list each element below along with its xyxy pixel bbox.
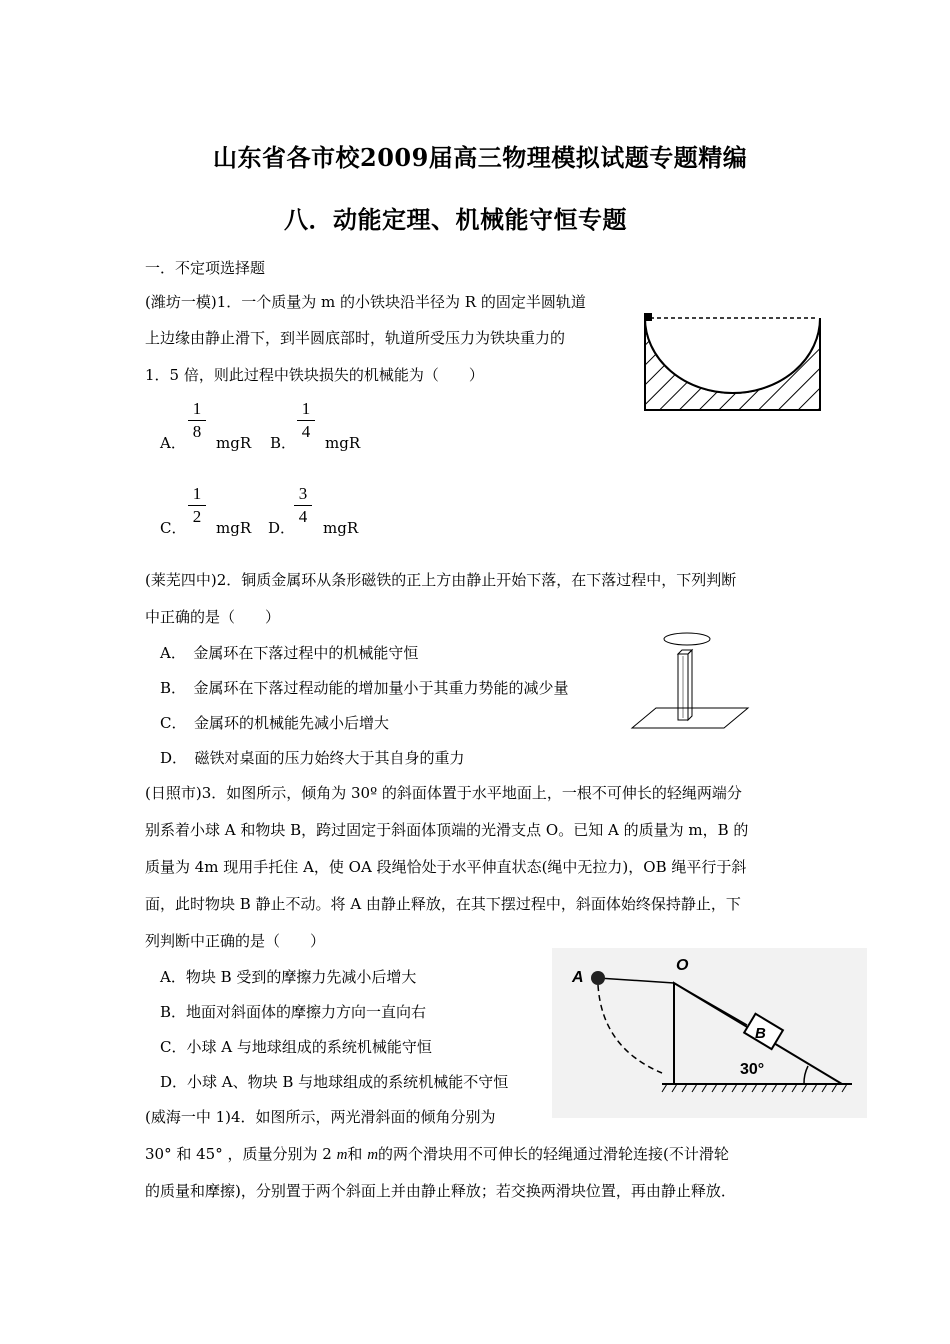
q4-line-3: 的质量和摩擦)，分别置于两个斜面上并由静止释放；若交换两滑块位置，再由静止释放． bbox=[145, 1182, 736, 1200]
q3-line-5: 列判断中正确的是（ ） bbox=[145, 932, 326, 950]
q1-option-d-denominator: 4 bbox=[298, 507, 308, 526]
page-title: 山东省各市校2009届高三物理模拟试题专题精编 bbox=[213, 143, 748, 172]
figure-angle-label: 30° bbox=[740, 1061, 765, 1078]
q2-option-a: A． 金属环在下落过程中的机械能守恒 bbox=[160, 644, 419, 662]
q1-line-2: 上边缘由静止滑下，到半圆底部时，轨道所受压力为铁块重力的 bbox=[145, 329, 566, 347]
q1-option-a-fraction bbox=[188, 400, 206, 441]
q4-line-2-part-b: 和 bbox=[347, 1145, 368, 1163]
q4-line-2 bbox=[145, 1144, 729, 1165]
semicircle-track-figure bbox=[640, 310, 825, 415]
q4-line-1: (威海一中 1)4．如图所示，两光滑斜面的倾角分别为 bbox=[145, 1108, 496, 1126]
q3-line-4: 面，此时物块 B 静止不动。将 A 由静止释放，在其下摆过程中，斜面体始终保持静止，下 bbox=[145, 895, 741, 913]
q1-option-c-letter: C． bbox=[160, 519, 187, 537]
q2-option-c: C． 金属环的机械能先减小后增大 bbox=[160, 714, 389, 732]
q3-option-c: C．小球 A 与地球组成的系统机械能守恒 bbox=[160, 1038, 432, 1056]
q1-line-3: 1．5 倍，则此过程中铁块损失的机械能为（ ） bbox=[145, 366, 484, 384]
q1-option-d-unit: mgR bbox=[323, 519, 359, 537]
q2-line-2: 中正确的是（ ） bbox=[145, 608, 281, 626]
q1-option-c-numerator: 1 bbox=[192, 484, 202, 503]
q1-option-c-denominator: 2 bbox=[192, 507, 202, 526]
q1-option-b-denominator: 4 bbox=[301, 422, 311, 441]
section-heading: 一．不定项选择题 bbox=[145, 259, 266, 277]
q1-option-d-fraction bbox=[294, 485, 312, 526]
figure-label-a: A bbox=[572, 969, 584, 986]
figure-label-o: O bbox=[676, 957, 689, 974]
q2-option-b: B． 金属环在下落过程动能的增加量小于其重力势能的减少量 bbox=[160, 679, 569, 697]
q4-line-2-part-a: 30° 和 45° ，质量分别为 2 bbox=[145, 1145, 337, 1163]
q2-option-d: D． 磁铁对桌面的压力始终大于其自身的重力 bbox=[160, 749, 465, 767]
q1-option-d-numerator: 3 bbox=[298, 484, 308, 503]
q3-option-b: B．地面对斜面体的摩擦力方向一直向右 bbox=[160, 1003, 427, 1021]
magnet-ring-figure bbox=[630, 628, 750, 733]
q1-option-c-fraction bbox=[188, 485, 206, 526]
q1-option-a-unit: mgR bbox=[216, 434, 252, 452]
q3-line-1: (日照市)3．如图所示，倾角为 30º 的斜面体置于水平地面上，一根不可伸长的轻绳两端分 bbox=[145, 784, 742, 802]
q1-option-d-letter: D． bbox=[268, 519, 296, 537]
q1-option-a-denominator: 8 bbox=[192, 422, 202, 441]
q1-option-b-unit: mgR bbox=[325, 434, 361, 452]
q4-mass-symbol-2: m bbox=[367, 1147, 379, 1163]
q3-option-d: D．小球 A、物块 B 与地球组成的系统机械能不守恒 bbox=[160, 1073, 509, 1091]
q4-mass-symbol-1: m bbox=[336, 1147, 348, 1163]
figure-label-b: B bbox=[755, 1025, 766, 1042]
q1-option-a-letter: A． bbox=[160, 434, 186, 452]
q1-option-c-unit: mgR bbox=[216, 519, 252, 537]
q3-line-3: 质量为 4m 现用手托住 A，使 OA 段绳恰处于水平伸直状态(绳中无拉力)，OB 绳平行于斜 bbox=[145, 858, 747, 876]
q2-line-1: (莱芜四中)2．铜质金属环从条形磁铁的正上方由静止开始下落，在下落过程中，下列判断 bbox=[145, 571, 737, 589]
incline-pendulum-figure bbox=[552, 948, 867, 1118]
q3-line-2: 别系着小球 A 和物块 B，跨过固定于斜面体顶端的光滑支点 O。已知 A 的质量为 m，B 的 bbox=[145, 821, 749, 839]
q1-option-b-fraction bbox=[297, 400, 315, 441]
q1-option-b-numerator: 1 bbox=[301, 399, 311, 418]
q1-option-b-letter: B． bbox=[270, 434, 297, 452]
q3-option-a: A．物块 B 受到的摩擦力先减小后增大 bbox=[160, 968, 417, 986]
q4-line-2-part-c: 的两个滑块用不可伸长的轻绳通过滑轮连接(不计滑轮 bbox=[378, 1145, 729, 1163]
q1-option-a-numerator: 1 bbox=[192, 399, 202, 418]
page-subtitle: 八．动能定理、机械能守恒专题 bbox=[284, 205, 627, 234]
q1-line-1: (潍坊一模)1．一个质量为 m 的小铁块沿半径为 R 的固定半圆轨道 bbox=[145, 293, 586, 311]
